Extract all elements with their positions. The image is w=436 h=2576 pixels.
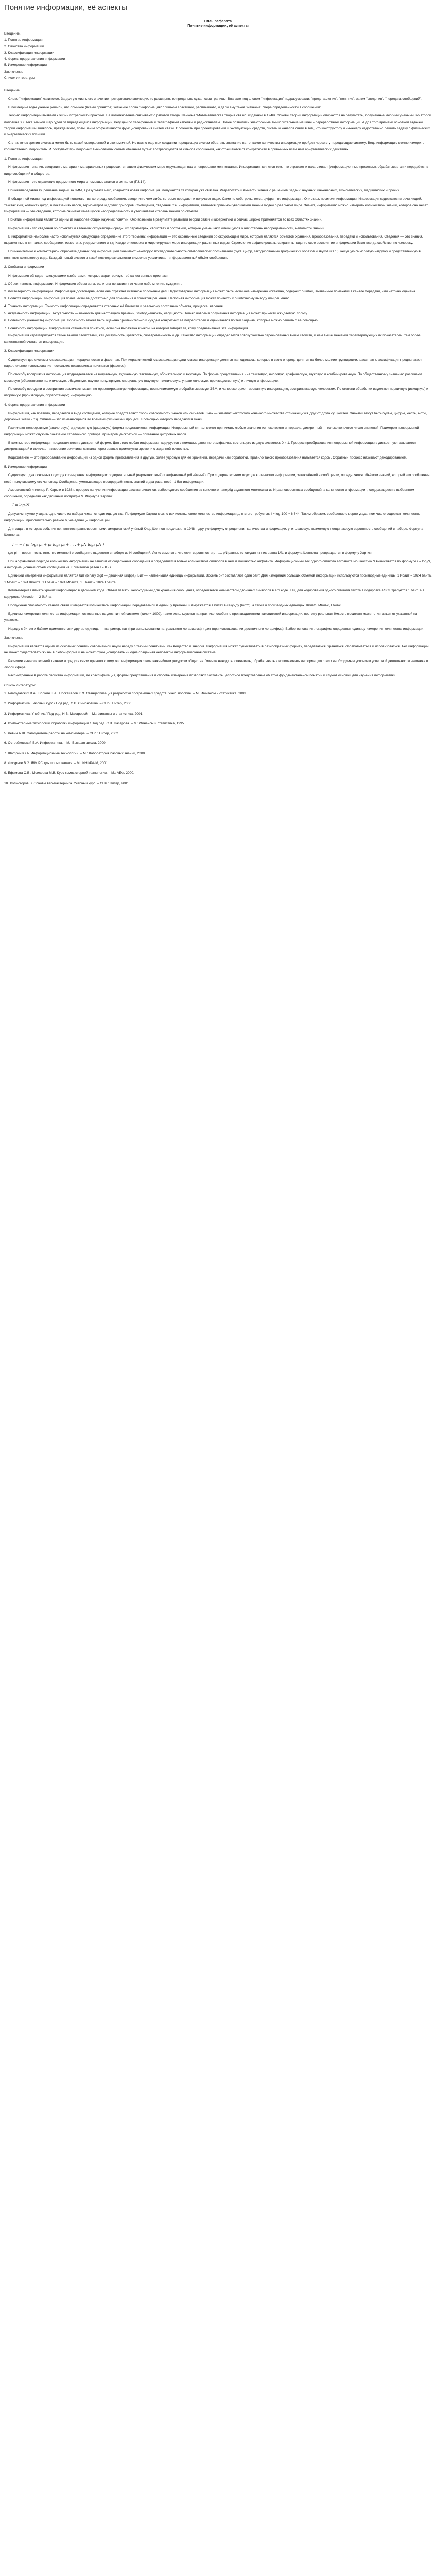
paragraph: Информация - это отражение предметного мира с помощью знаков и сигналов (Г.3.14). [8, 180, 147, 184]
paragraph: Информация - знания, сведения о материи и материальных процессах, в нашем физическом мире окружающая нас и непрерывно меняющаяся. Информация является тем, что отражает и накапливает (информационные процессы), обрабатывается и передаётся в виде сообщений в обществе. [4, 165, 428, 176]
formula-hartley: I = log₂N [12, 503, 29, 508]
literature-item: 7. Шафрин Ю.А. Информационные технологии. – М.: Лаборатория базовых знаний, 2000. [4, 751, 146, 755]
paragraph: При алфавитном подходе количество информации не зависит от содержания сообщения и определяется только количеством символов в нём и мощностью алфавита. Информационный вес одного символа алфавита мощностью N вычисляется по формуле i = log₂N, а информационный объём сообщения из K символов равен I = K · i. [4, 559, 431, 570]
toc-item: 1. Понятие информации [4, 38, 43, 42]
paragraph: Информация характеризуется также такими свойствами, как доступность, краткость, своевременность и др. Качество информации определяется совокупностью перечисленных выше свойств, и чем выше значения характеризующих их показателей, тем более качественной считается информация. [4, 333, 421, 344]
section-heading-4: 4. Формы представления информации [4, 403, 65, 407]
section-heading-1: 1. Понятие информации [4, 157, 43, 161]
literature-item: 4. Компьютерные технологии обработки информации / Под ред. С.В. Назарова. – М.: Финансы и статистика, 1995. [4, 721, 185, 725]
paragraph: где pi — вероятность того, что именно i-е сообщение выделено в наборе из N сообщений. Легко заметить, что если вероятности p₁, ..., pN равны, то каждая из них равна 1/N, и формула Шеннона превращается в формулу Хартли. [8, 551, 373, 555]
paragraph: Понятие информации является одним из наиболее общих научных понятий. Оно возникло в результате развития теории связи и кибернетики и сейчас широко применяется во всех областях знаний. [8, 218, 323, 222]
list-item: 5. Актуальность информации. Актуальность — важность для настоящего времени, злободневность, насущность. Только вовремя полученная информация может принести ожидаемую пользу. [4, 311, 308, 315]
list-item: 2. Достоверность информации. Информация достоверна, если она отражает истинное положение дел. Недостоверной информация может быть, если она намеренно искажена, содержит ошибки, вызванные помехами в канале передачи, или неточно оценена. [4, 290, 416, 294]
toc-item: 5. Измерение информации [4, 63, 47, 67]
section-heading-conclusion: Заключение [4, 636, 24, 640]
literature-item: 10. Холмогоров В. Основы веб-мастеринга. Учебный курс. – СПб.: Питер, 2001. [4, 781, 130, 785]
paragraph: Существуют два основных подхода к измерению информации: содержательный (вероятностный) и алфавитный (объёмный). При содержательном подходе количество информации, заключённой в сообщении, определяется объёмом знаний, который это сообщение несёт получающему его человеку. Сообщение, уменьшающее неопределённость знаний в два раза, несёт 1 бит информации. [4, 473, 430, 484]
paragraph: Американский инженер Р. Хартли в 1928 г. процесс получения информации рассматривал как выбор одного сообщения из конечного наперёд заданного множества из N равновероятных сообщений, а количество информации I, содержащееся в выбранном сообщении, определял как двоичный логарифм N. Формула Хартли: [4, 488, 414, 499]
paragraph: Различают непрерывную (аналоговую) и дискретную (цифровую) формы представления информации. Непрерывный сигнал может принимать любые значения из некоторого интервала, дискретный — только конечное число значений. Примером непрерывной информации может служить показание стрелочного прибора, примером дискретной — показание цифровых часов. [4, 426, 420, 436]
section-heading-intro: Введение [4, 89, 20, 93]
doc-title: Понятие информации, её аспекты [187, 24, 249, 28]
list-item: 1. Объективность информации. Информация объективна, если она не зависит от чьего-либо мнения, суждения. [4, 282, 182, 286]
paragraph: В компьютере информация представляется в дискретной форме. Для этого любая информация кодируется с помощью двоичного алфавита, состоящего из двух символов: 0 и 1. Процесс преобразования непрерывной информации в дискретную называется дискретизацией и включает измерение величины сигнала через равные промежутки времени с заданной точностью. [4, 441, 416, 451]
paragraph: По способу восприятия информация подразделяется на визуальную, аудиальную, тактильную, обонятельную и вкусовую. По форме представления - на текстовую, числовую, графическую, звуковую и комбинированную. По общественному значению различают массовую (общественно-политическую, обыденную, научно-популярную), специальную (научную, техническую, управленческую, производственную) и личную информацию. [4, 372, 422, 383]
paragraph: Компьютерная память хранит информацию в двоичном коде. Объём памяти, необходимый для хранения сообщения, определяется количеством двоичных символов в его коде. Так, для кодирования одного символа текста в кодировке ASCII требуется 1 байт, а в кодировке Unicode — 2 байта. [4, 589, 425, 599]
paragraph: С этих точек зрения система может быть самой совершенной и экономичной. Но важно еще при создании передающих систем обратить внимание на то, какое количество информации пройдет через эту передающую систему. Ведь информацию можно измерить количественно, подсчитать. И поступают при подобных вычислениях самым обычным путем: абстрагируются от смысла сообщения, как отрешаются от конкретности в привычных всем нам арифметических действиях. [4, 141, 425, 151]
toc-item: 2. Свойства информации [4, 44, 44, 48]
formula-shannon: I = − ( p₁ log₂ p₁ + p₂ log₂ p₂ + . . . + pN log₂ pN ) [12, 542, 104, 547]
literature-item: 5. Левин А.Ш. Самоучитель работы на компьютере. – СПб.: Питер, 2002. [4, 732, 119, 736]
table-of-contents [4, 31, 432, 81]
paragraph: Информация является одним из основных понятий современной науки наряду с такими понятиями, как вещество и энергия. Информация может существовать в разнообразных формах, передаваться, храниться, обрабатываться и использоваться. Без информации не может существовать жизнь в любой форме и не может функционировать ни одна созданная человеком информационная система. [4, 645, 429, 655]
literature-item: 1. Благодатских В.А., Волнин В.А., Поскакалов К.Ф. Стандартизация разработки программных средств: Учеб. пособие. – М.: Финансы и статистика, 2003. [4, 691, 247, 696]
paragraph: Информация обладает следующими свойствами, которые характеризуют её качественные признаки: [8, 274, 169, 278]
paragraph: В последние годы ученые решили, что обычное (всеми принятое) значение слова "информация" слишком эластично, расплывчато, и дали ему такое значение: "мера определенности в сообщении". [8, 105, 322, 109]
paragraph: Информация - это сведения об объектах и явлениях окружающей среды, их параметрах, свойствах и состоянии, которые уменьшают имеющуюся о них степень неопределенности, неполноты знаний. [8, 226, 325, 230]
section-heading-literature: Список литературы: [4, 683, 36, 687]
literature-item: 8. Фигурнов В.Э. IBM PC для пользователя. – М.: ИНФРА-М, 2001. [4, 761, 109, 766]
section-heading-3: 3. Классификация информации [4, 349, 55, 353]
list-item: 4. Точность информации. Точность информации определяется степенью её близости к реальному состоянию объекта, процесса, явления. [4, 304, 224, 308]
toc-item: Заключение [4, 70, 24, 74]
list-item: 6. Полезность (ценность) информации. Полезность может быть оценена применительно к нуждам конкретных её потребителей и оценивается по тем задачам, которые можно решить с её помощью. [4, 319, 319, 323]
literature-item: 9. Ефимова О.В., Моисеева М.В. Курс компьютерной технологии. – М.: АБФ, 2000. [4, 771, 134, 775]
list-item: 3. Полнота информации. Информация полна, если её достаточно для понимания и принятия решения. Неполная информация может привести к ошибочному выводу или решению. [4, 297, 290, 301]
paragraph: Информация, как правило, передаётся в виде сообщений, которые представляют собой совокупность знаков или сигналов. Знак — элемент некоторого конечного множества отличающихся друг от друга сущностей. Знаками могут быть буквы, цифры, жесты, ноты, дорожные знаки и т.д. Сигнал — это изменяющийся во времени физический процесс, с помощью которого передаются знаки. [4, 411, 427, 422]
paragraph: Рассмотренные в работе свойства информации, её классификация, формы представления и способы измерения позволяют составить целостное представление об этом фундаментальном понятии и служат основой для изучения информатики. [8, 674, 396, 678]
paragraph: Кодирование — это преобразование информации из одной формы представления в другую, более удобную для её хранения, передачи или обработки. Правило такого преобразования называется кодом. Обратный процесс называют декодированием. [8, 455, 407, 460]
list-item: 7. Понятность информации. Информация становится понятной, если она выражена языком, на котором говорят те, кому предназначена эта информация. [4, 326, 249, 330]
toc-item: 4. Формы представления информации [4, 57, 65, 61]
toc-item: 3. Классификация информации [4, 50, 55, 55]
plan-label: План реферата [204, 20, 232, 23]
paragraph: Допустим, нужно угадать одно число из набора чисел от единицы до ста. По формуле Хартли можно вычислить, какое количество информации для этого требуется: I = log₂100 ≈ 6,644. Таким образом, сообщение о верно угаданном числе содержит количество информации, приблизительно равное 6,644 единицы информации. [4, 512, 421, 522]
paragraph: По способу передачи и восприятия различают машинно-ориентированную информацию, воспринимаемую и обрабатываемую ЭВМ, и человеко-ориентированную информацию, воспринимаемую человеком. По степени обработки выделяют первичную (исходную) и вторичную (производную, обработанную) информацию. [4, 387, 428, 398]
toc-item: Список литературы [4, 76, 35, 80]
page [0, 0, 436, 801]
section-heading-5: 5. Измерение информации [4, 465, 47, 469]
paragraph: Единицы измерения количества информации, основанные на десятичной системе (кило = 1000), также используются на практике, особенно производителями накопителей информации, поэтому реальная ёмкость носителя может отличаться от указанной на упаковке. [4, 612, 417, 622]
paragraph: В информатике наиболее часто используется следующее определение этого термина: информация — это осознанные сведения об окружающем мире, которые являются объектом хранения, преобразования, передачи и использования. Сведения — это знания, выраженные в сигналах, сообщениях, известиях, уведомлениях и т.д. Каждого человека в мире окружает море информации различных видов. Стремление зафиксировать, сохранить надолго свое восприятие информации было всегда свойственно человеку. [4, 235, 423, 245]
paragraph: Слово "информация" латинское. За долгую жизнь его значение претерпевало эволюции, то расширяя, то предельно сужая свои границы. Вначале под словом "информация" подразумевали: "представление", "понятие", затем "сведения", "передача сообщений". [8, 97, 423, 101]
section-heading-2: 2. Свойства информации [4, 265, 44, 269]
paragraph: Приняв/передавая ту, решение задачи за 8ИМ, в результате чего, создаётся новая информация, получается та которая уже связана. Разработать и вынести знания с решением задачи: научных, инженерных, экономических, медицинских и прочих. [8, 189, 400, 193]
site-title: Понятие информации, её аспекты [4, 3, 432, 14]
literature-item: 2. Информатика. Базовый курс / Под ред. С.В. Симоновича. – СПб.: Питер, 2000. [4, 702, 132, 706]
paragraph: Теорию информации вызвали к жизни потребности практики. Ее возникновение связывают с работой Клода Шеннона "Математическая теория связи", изданной в 1946г. Основы теории информации опираются на результаты, полученные многими учеными. Ко второй половине XX века земной шар гудел от передающейся информации, бегущей по телефонным и телеграфным кабелям и радиоканалам. Позже появились электронные вычислительные машины - переработчики информации. А для того времени основной задачей теории информации являлось, прежде всего, повышение эффективности функционирования систем связи. Сложность при проектировании и эксплуатации средств, систем и каналов связи в том, что конструктору и инженеру недостаточно решить задачу с физических и энергетических позиций. [4, 114, 431, 137]
paragraph: Развитие вычислительной техники и средств связи привело к тому, что информация стала важнейшим ресурсом общества. Умение находить, оценивать, обрабатывать и использовать информацию стало необходимым условием успешной деятельности человека в любой сфере. [4, 659, 428, 670]
paragraph: Наряду с битом и байтом применяются и другие единицы — например, нат (при использовании натурального логарифма) и дит (при использовании десятичного логарифма). Выбор основания логарифма определяет единицу измерения количества информации. [8, 626, 425, 631]
paragraph: Применительно к компьютерной обработке данных под информацией понимают некоторую последовательность символических обозначений (букв, цифр, закодированных графических образов и звуков и т.п.), несущую смысловую нагрузку и представленную в понятном компьютеру виде. Каждый новый символ в такой последовательности символов увеличивает информационный объём сообщения. [4, 249, 421, 260]
paragraph: В обыденной жизни под информацией понимают всякого рода сообщения, сведения о чем-либо, которые передают и получают люди. Само по себе речь, текст, цифры - не информация. Они лишь носители информации. Информация содержится в речи людей, текстах книг, колонках цифр, в показаниях часов, термометров и других приборов. Сообщения, сведения, т.е. информация, являются причиной увеличения знаний людей о реальном мире. Значит, информацию можно измерить количеством знаний, которое она несет. Информация — это сведения, которые снимают имевшуюся неопределенность и увеличивают степень знания об объекте. [4, 197, 429, 214]
literature-item: 6. Острейковский В.А. Информатика. – М.: Высшая школа, 2000. [4, 741, 107, 745]
toc-item: Введение. [4, 32, 21, 36]
paragraph: Единицей измерения информации является бит (binary digit — двоичная цифра). Бит — наименьшая единица информации. Восемь бит составляют один байт. Для измерения больших объёмов информации используются производные единицы: 1 Кбайт = 1024 байта, 1 Мбайт = 1024 Кбайта, 1 Гбайт = 1024 Мбайта, 1 Тбайт = 1024 Гбайта. [4, 574, 432, 584]
paragraph: Пропускная способность канала связи измеряется количеством информации, передаваемой в единицу времени, и выражается в битах в секунду (бит/с), а также в производных единицах: Кбит/с, Мбит/с, Гбит/с. [8, 603, 342, 607]
literature-item: 3. Информатика: Учебник / Под ред. Н.В. Макаровой. – М.: Финансы и статистика, 2001. [4, 711, 144, 716]
paragraph: Для задач, в которых события не являются равновероятными, американский учёный Клод Шеннон предложил в 1948 г. другую формулу определения количества информации, учитывающую возможную неодинаковую вероятность сообщений в наборе. Формула Шеннона: [4, 527, 424, 537]
paragraph: Существует две системы классификации - иерархическая и фасетная. При иерархической классификации одни классы информации делятся на подклассы, которые в свою очередь делятся на более мелкие группировки. Фасетная классификация предполагает параллельное использование нескольких независимых признаков (фасетов). [4, 358, 422, 368]
literature-list [4, 691, 432, 787]
